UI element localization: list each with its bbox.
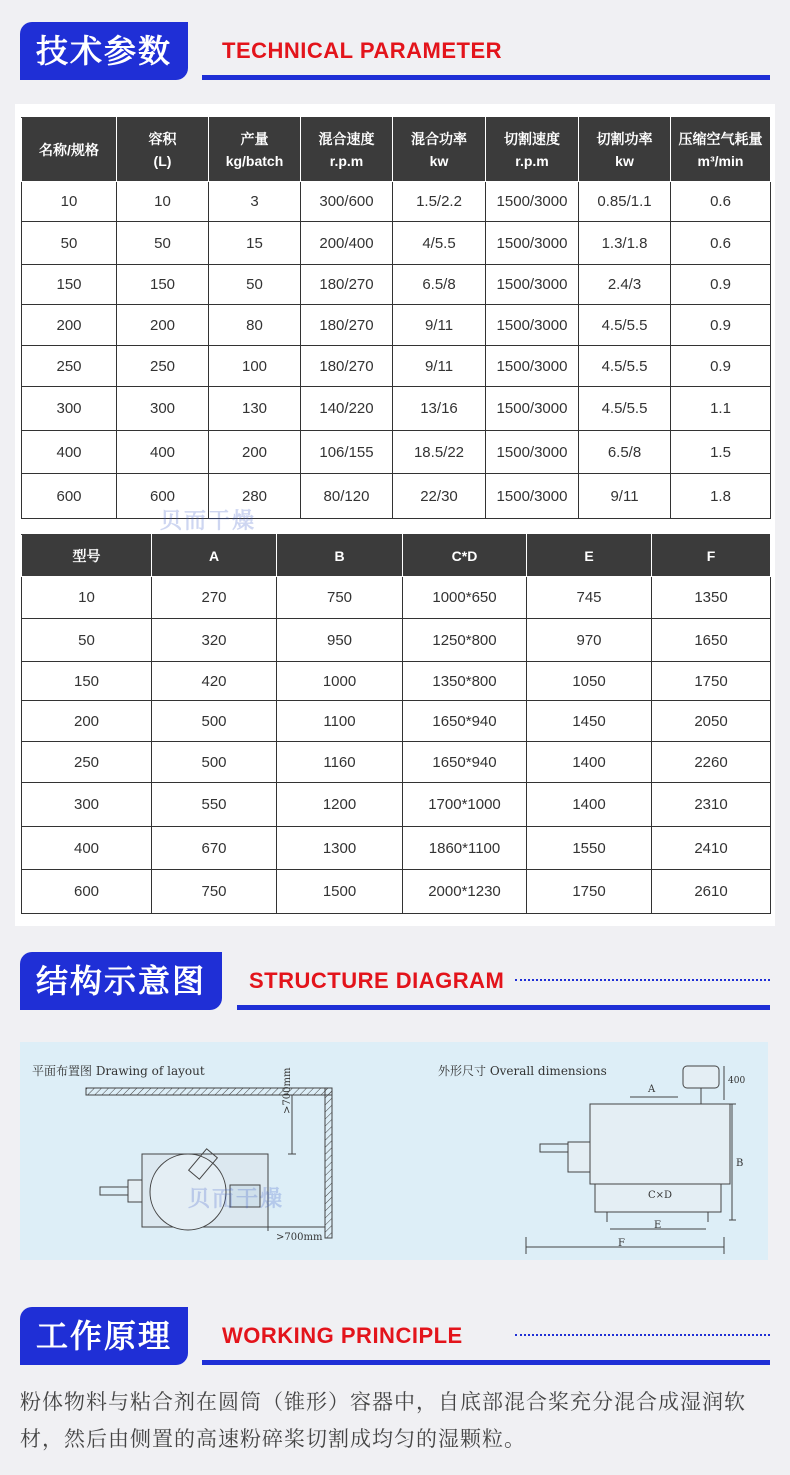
table-cell: 420 [152,662,277,701]
table-cell: 300 [117,387,209,431]
table-cell: 0.85/1.1 [579,182,671,222]
table-cell: 1200 [277,783,403,827]
table-cell: 0.9 [671,346,771,387]
table-cell: 400 [117,431,209,474]
table-cell: 1750 [652,662,771,701]
table-cell: 4.5/5.5 [579,346,671,387]
table-cell: 1700*1000 [403,783,527,827]
table-cell: 180/270 [301,305,393,346]
table-row [22,431,771,474]
table-cell: 13/16 [393,387,486,431]
table-cell: 150 [117,265,209,305]
table-header-cell [117,118,209,182]
table-row [22,701,771,742]
table-cell: 0.6 [671,182,771,222]
table-cell: 300 [22,783,152,827]
table-cell: 1650 [652,619,771,662]
section-header-technical [0,22,790,92]
table-cell: 1400 [527,742,652,783]
table-row [22,305,771,346]
section-underline [202,75,770,80]
table-cell: 9/11 [579,474,671,519]
header-line-2: kw [429,152,449,169]
header-line-2: r.p.m [515,152,549,169]
table-cell: 550 [152,783,277,827]
table-cell: 10 [22,182,117,222]
table-header-cell [579,118,671,182]
dimension-e-label: E [654,1220,662,1231]
dimension-400-label: 400 [728,1076,746,1086]
table-row [22,474,771,519]
overall-label: 外形尺寸 Overall dimensions [438,1064,607,1078]
table-cell: 150 [22,265,117,305]
table-cell: 4.5/5.5 [579,387,671,431]
table-cell: 1650*940 [403,742,527,783]
table-cell: 2410 [652,827,771,870]
table-cell: 200/400 [301,222,393,265]
table-cell: 320 [152,619,277,662]
section-dotted-line [515,979,770,981]
table-header-cell [22,118,117,182]
table-row [22,783,771,827]
table-cell: 1.5 [671,431,771,474]
table-cell: 50 [209,265,301,305]
table-header-cell: 型号 [22,535,152,577]
section-header-working [0,1307,790,1377]
table-cell: 1750 [527,870,652,914]
table-cell: 0.9 [671,305,771,346]
table-row [22,387,771,431]
table-cell: 80/120 [301,474,393,519]
table-cell: 2610 [652,870,771,914]
dimension-table [21,534,771,914]
table-cell: 200 [22,305,117,346]
watermark-text: 贝而干燥 [188,1187,285,1212]
table-cell: 745 [527,577,652,619]
section-underline [237,1005,770,1010]
table-cell: 670 [152,827,277,870]
table-cell: 1450 [527,701,652,742]
table-row [22,870,771,914]
header-line-1: 容积 [148,130,177,147]
table-cell: 950 [277,619,403,662]
table-cell: 600 [22,474,117,519]
table-row [22,619,771,662]
table-cell: 50 [22,222,117,265]
table-cell: 1500/3000 [486,346,579,387]
header-line-1: 切割功率 [596,130,653,147]
table-cell: 15 [209,222,301,265]
table-cell: 600 [22,870,152,914]
tables-panel [15,104,775,926]
dimension-b-label: B [736,1158,744,1169]
table-cell: 1500/3000 [486,474,579,519]
header-line-1: 压缩空气耗量 [678,130,763,147]
table-cell: 9/11 [393,305,486,346]
table-cell: 1500/3000 [486,182,579,222]
table-row [22,742,771,783]
table-cell: 2000*1230 [403,870,527,914]
table-row [22,577,771,619]
header-line-2: m³/min [697,152,744,169]
table-cell: 1500/3000 [486,305,579,346]
table-cell: 1500/3000 [486,387,579,431]
table-cell: 6.5/8 [393,265,486,305]
header-line-1: 混合速度 [318,130,375,147]
table-cell: 2050 [652,701,771,742]
table-header-cell: A [152,535,277,577]
table-header-cell: F [652,535,771,577]
table-cell: 750 [152,870,277,914]
table-cell: 2260 [652,742,771,783]
table-header-cell [486,118,579,182]
table-cell: 1650*940 [403,701,527,742]
table-cell: 200 [117,305,209,346]
table-cell: 1.5/2.2 [393,182,486,222]
table-cell: 600 [117,474,209,519]
table-cell: 1500/3000 [486,222,579,265]
section-title-en: TECHNICAL PARAMETER [222,38,503,63]
table-cell: 1050 [527,662,652,701]
table-cell: 130 [209,387,301,431]
table-cell: 200 [22,701,152,742]
header-line-2: (L) [153,152,172,169]
table-cell: 9/11 [393,346,486,387]
dimension-a-label: A [648,1084,656,1095]
structure-diagram [20,1042,768,1260]
table-cell: 250 [117,346,209,387]
table-cell: 1000 [277,662,403,701]
table-cell: 1500/3000 [486,265,579,305]
dimension-f-label: F [618,1238,625,1249]
table-cell: 50 [22,619,152,662]
table-cell: 1.1 [671,387,771,431]
section-title-zh: 技术参数 [20,22,188,80]
section-title-en: STRUCTURE DIAGRAM [249,968,505,993]
table-header-cell [393,118,486,182]
table-cell: 80 [209,305,301,346]
table-cell: 1160 [277,742,403,783]
table-cell: 4.5/5.5 [579,305,671,346]
table-cell: 6.5/8 [579,431,671,474]
table-cell: 0.9 [671,265,771,305]
header-line-2: kg/batch [225,152,284,169]
table-cell: 2.4/3 [579,265,671,305]
section-title-zh: 结构示意图 [20,952,222,1010]
section-title-en: WORKING PRINCIPLE [222,1323,463,1348]
table-cell: 1500/3000 [486,431,579,474]
table-cell: 1350 [652,577,771,619]
header-line-2: kw [615,152,634,169]
section-header-structure [0,952,790,1022]
table-cell: 150 [22,662,152,701]
table-cell: 1300 [277,827,403,870]
table-cell: 3 [209,182,301,222]
table-cell: 4/5.5 [393,222,486,265]
table-header-cell: B [277,535,403,577]
table-cell: 500 [152,701,277,742]
header-line-1: 切割速度 [504,130,560,147]
layout-label: 平面布置图 Drawing of layout [32,1064,205,1078]
table-cell: 300/600 [301,182,393,222]
table-cell: 10 [22,577,152,619]
clearance-vertical-label: >700mm [282,1067,293,1114]
table-cell: 180/270 [301,265,393,305]
table-header-cell [209,118,301,182]
table-row [22,346,771,387]
table-cell: 18.5/22 [393,431,486,474]
overall-drawing [526,1066,736,1254]
section-dotted-line [515,1334,770,1336]
table-cell: 280 [209,474,301,519]
table-cell: 1860*1100 [403,827,527,870]
working-principle-text: 粉体物料与粘合剂在圆筒（锥形）容器中，自底部混合桨充分混合成湿润软材，然后由侧置的高速粉碎桨切割成均匀的湿颗粒。 [20,1390,746,1451]
table-row [22,182,771,222]
table-header-cell [301,118,393,182]
table-cell: 1500 [277,870,403,914]
table-header-cell: E [527,535,652,577]
table-cell: 1.3/1.8 [579,222,671,265]
table-cell: 22/30 [393,474,486,519]
table-cell: 270 [152,577,277,619]
table-cell: 200 [209,431,301,474]
section-underline [202,1360,770,1365]
parameter-table [21,117,771,519]
table-row [22,265,771,305]
table-cell: 100 [209,346,301,387]
table-cell: 250 [22,742,152,783]
table-cell: 1350*800 [403,662,527,701]
table-cell: 970 [527,619,652,662]
table-cell: 2310 [652,783,771,827]
table-cell: 106/155 [301,431,393,474]
table-row [22,662,771,701]
section-title-zh: 工作原理 [20,1307,188,1365]
dimension-cd-label: C×D [648,1190,673,1201]
table-cell: 750 [277,577,403,619]
table-cell: 400 [22,827,152,870]
table-cell: 250 [22,346,117,387]
watermark-text: 贝而干燥 [160,509,257,534]
table-header-cell: C*D [403,535,527,577]
table-cell: 1550 [527,827,652,870]
table-cell: 1000*650 [403,577,527,619]
table-cell: 1100 [277,701,403,742]
header-line-1: 混合功率 [411,130,467,147]
layout-drawing [86,1088,332,1238]
table-cell: 1400 [527,783,652,827]
header-line-1: 名称/规格 [39,141,99,158]
table-cell: 1250*800 [403,619,527,662]
table-cell: 140/220 [301,387,393,431]
table-cell: 400 [22,431,117,474]
clearance-horizontal-label: >700mm [276,1232,323,1243]
table-cell: 1.8 [671,474,771,519]
table-cell: 50 [117,222,209,265]
table-row [22,222,771,265]
header-line-1: 产量 [240,130,269,147]
table-cell: 180/270 [301,346,393,387]
table-cell: 10 [117,182,209,222]
header-line-2: r.p.m [329,152,364,169]
table-row [22,827,771,870]
table-cell: 500 [152,742,277,783]
table-cell: 0.6 [671,222,771,265]
table-header-cell [671,118,771,182]
table-cell: 300 [22,387,117,431]
